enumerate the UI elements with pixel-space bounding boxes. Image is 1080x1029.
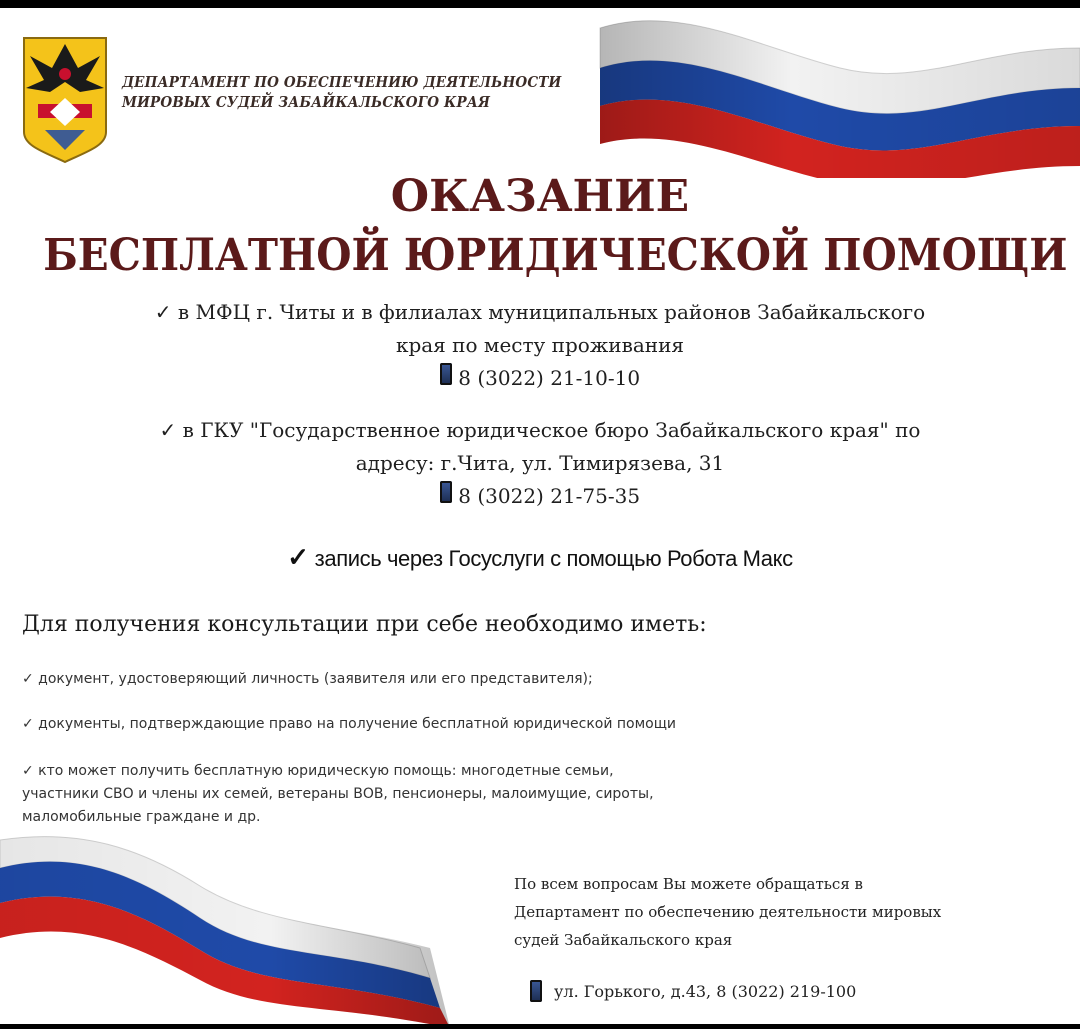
bottom-border — [0, 1024, 1080, 1029]
requirement-item — [22, 668, 1022, 691]
requirement-item-3-line3: маломобильные граждане и др. — [22, 809, 261, 825]
russian-flag-top-decoration — [560, 8, 1080, 178]
service-mfc-line1: ✓ в МФЦ г. Читы и в филиалах муниципальных районов Забайкальского — [154, 300, 926, 324]
russian-flag-bottom-decoration — [0, 828, 470, 1024]
coat-of-arms-emblem — [20, 34, 110, 164]
service-robot-text: запись через Госуслуги с помощью Робота Макс — [314, 546, 793, 571]
department-name-line1: ДЕПАРТАМЕНТ ПО ОБЕСПЕЧЕНИЮ ДЕЯТЕЛЬНОСТИ — [122, 73, 562, 91]
service-mfc-line2: края по месту проживания — [395, 333, 685, 357]
phone-icon — [530, 980, 542, 1002]
service-robot — [0, 542, 1080, 573]
poster — [0, 8, 1080, 1024]
contact-line2: Департамент по обеспечению деятельности мировых — [514, 903, 942, 921]
service-gku-line2: адресу: г.Чита, ул. Тимирязева, 31 — [355, 451, 725, 475]
service-mfc — [60, 296, 1020, 395]
phone-icon — [440, 481, 452, 503]
checkmark-icon: ✓ — [287, 542, 309, 572]
department-name — [122, 72, 562, 112]
service-mfc-phone[interactable]: 8 (3022) 21-10-10 — [458, 366, 641, 390]
requirement-item-2: ✓ документы, подтверждающие право на получение бесплатной юридической помощи — [22, 716, 677, 732]
service-gku-phone-row — [60, 480, 1020, 513]
requirement-item — [22, 760, 1022, 829]
service-gku — [60, 414, 1020, 513]
requirement-item-1: ✓ документ, удостоверяющий личность (заявителя или его представителя); — [22, 671, 593, 687]
service-gku-line1: ✓ в ГКУ "Государственное юридическое бюро Забайкальского края" по — [159, 418, 921, 442]
page-title-line1: ОКАЗАНИЕ — [390, 171, 690, 222]
contact-line3: судей Забайкальского края — [514, 931, 733, 949]
requirement-item-3-line2: участники СВО и члены их семей, ветераны ВОВ, пенсионеры, малоимущие, сироты, — [22, 786, 654, 802]
department-name-line2: МИРОВЫХ СУДЕЙ ЗАБАЙКАЛЬСКОГО КРАЯ — [122, 93, 491, 111]
contact-line1: По всем вопросам Вы можете обращаться в — [514, 875, 864, 893]
service-mfc-phone-row — [60, 362, 1020, 395]
service-gku-phone[interactable]: 8 (3022) 21-75-35 — [458, 484, 641, 508]
contact-address[interactable]: ул. Горького, д.43, 8 (3022) 219-100 — [554, 981, 857, 1001]
requirement-item — [22, 713, 1022, 736]
requirement-item-3-line1: ✓ кто может получить бесплатную юридическую помощь: многодетные семьи, — [22, 763, 614, 779]
requirements-title: Для получения консультации при себе необходимо иметь: — [22, 612, 707, 637]
contact-info — [514, 870, 1054, 954]
contact-address-row — [530, 980, 856, 1002]
phone-icon — [440, 363, 452, 385]
page-title-line2: БЕСПЛАТНОЙ ЮРИДИЧЕСКОЙ ПОМОЩИ — [43, 230, 1068, 281]
